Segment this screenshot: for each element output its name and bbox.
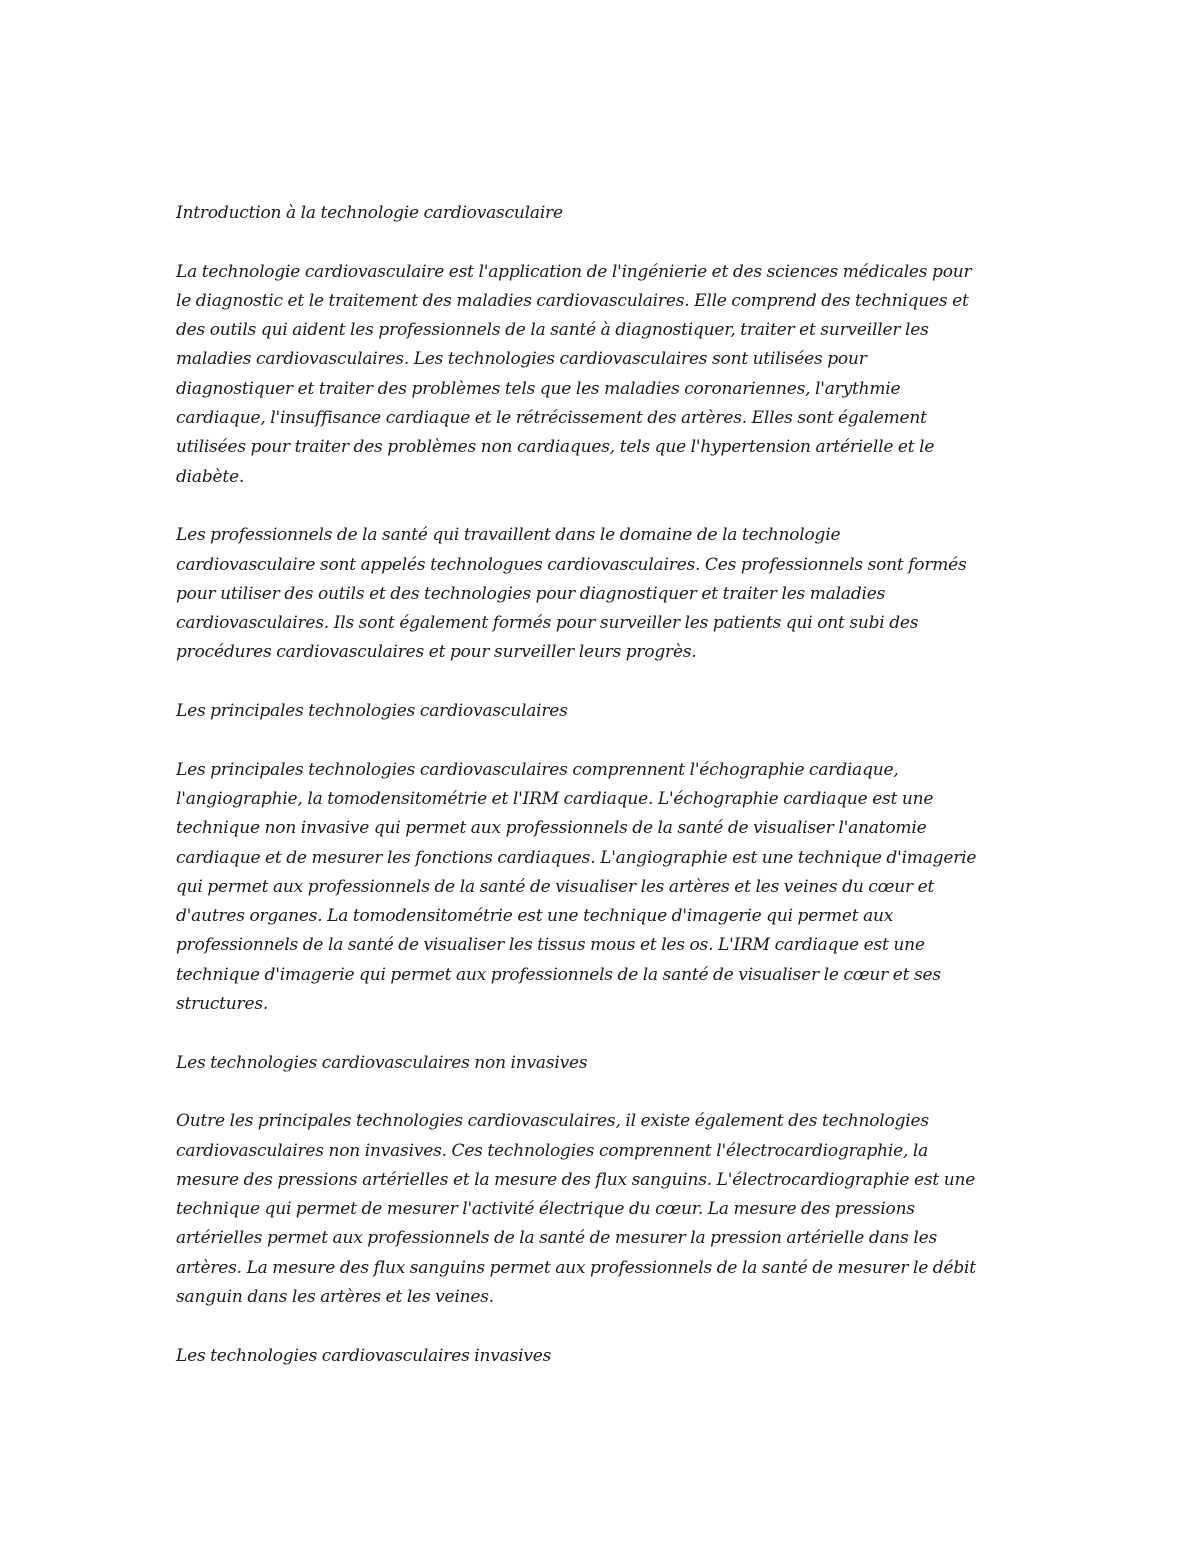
paragraph: La technologie cardiovasculaire est l'application de l'ingénierie et des sciences médicales pour le diagnostic et le traitement des maladies cardiovasculaires. Elle comprend des techniques et des outils qui aident les professionnels de la santé à diagnostiquer, traiter et surveiller les maladies cardiovasculaires. Les technologies cardiovasculaires sont utilisées pour diagnostiquer et traiter des problèmes tels que les maladies coronariennes, l'arythmie cardiaque, l'insuffisance cardiaque et le rétrécissement des artères. Elles sont également utilisées pour traiter des problèmes non cardiaques, tels que l'hypertension artérielle et le diabète.	[176, 261, 972, 487]
section-heading: Les technologies cardiovasculaires non invasives	[176, 1052, 588, 1073]
section-heading: Les technologies cardiovasculaires invasives	[176, 1345, 552, 1366]
section-heading: Les principales technologies cardiovasculaires	[176, 701, 568, 722]
paragraph: Outre les principales technologies cardiovasculaires, il existe également des technologies cardiovasculaires non invasives. Ces technologies comprennent l'électrocardiographie, la mesure des pressions artérielles et la mesure des flux sanguins. L'électrocardiographie est une technique qui permet de mesurer l'activité électrique du cœur. La mesure des pressions artérielles permet aux professionnels de la santé de mesurer la pression artérielle dans les artères. La mesure des flux sanguins permet aux professionnels de la santé de mesurer le débit sanguin dans les artères et les veines.	[176, 1111, 976, 1307]
section-heading: Introduction à la technologie cardiovasculaire	[176, 203, 563, 223]
paragraph: Les professionnels de la santé qui travaillent dans le domaine de la technologie cardiovasculaire sont appelés technologues cardiovasculaires. Ces professionnels sont formés pour utiliser des outils et des technologies pour diagnostiquer et traiter les maladies cardiovasculaires. Ils sont également formés pour surveiller les patients qui ont subi des procédures cardiovasculaires et pour surveiller leurs progrès.	[176, 525, 967, 663]
paragraph: Les principales technologies cardiovasculaires comprennent l'échographie cardiaque, l'angiographie, la tomodensitométrie et l'IRM cardiaque. L'échographie cardiaque est une technique non invasive qui permet aux professionnels de la santé de visualiser l'anatomie cardiaque et de mesurer les fonctions cardiaques. L'angiographie est une technique d'imagerie qui permet aux professionnels de la santé de visualiser les artères et les veines du cœur et d'autres organes. La tomodensitométrie est une technique d'imagerie qui permet aux professionnels de la santé de visualiser les tissus mous et les os. L'IRM cardiaque est une technique d'imagerie qui permet aux professionnels de la santé de visualiser le cœur et ses structures.	[176, 759, 977, 1015]
document-page	[176, 199, 1026, 1400]
